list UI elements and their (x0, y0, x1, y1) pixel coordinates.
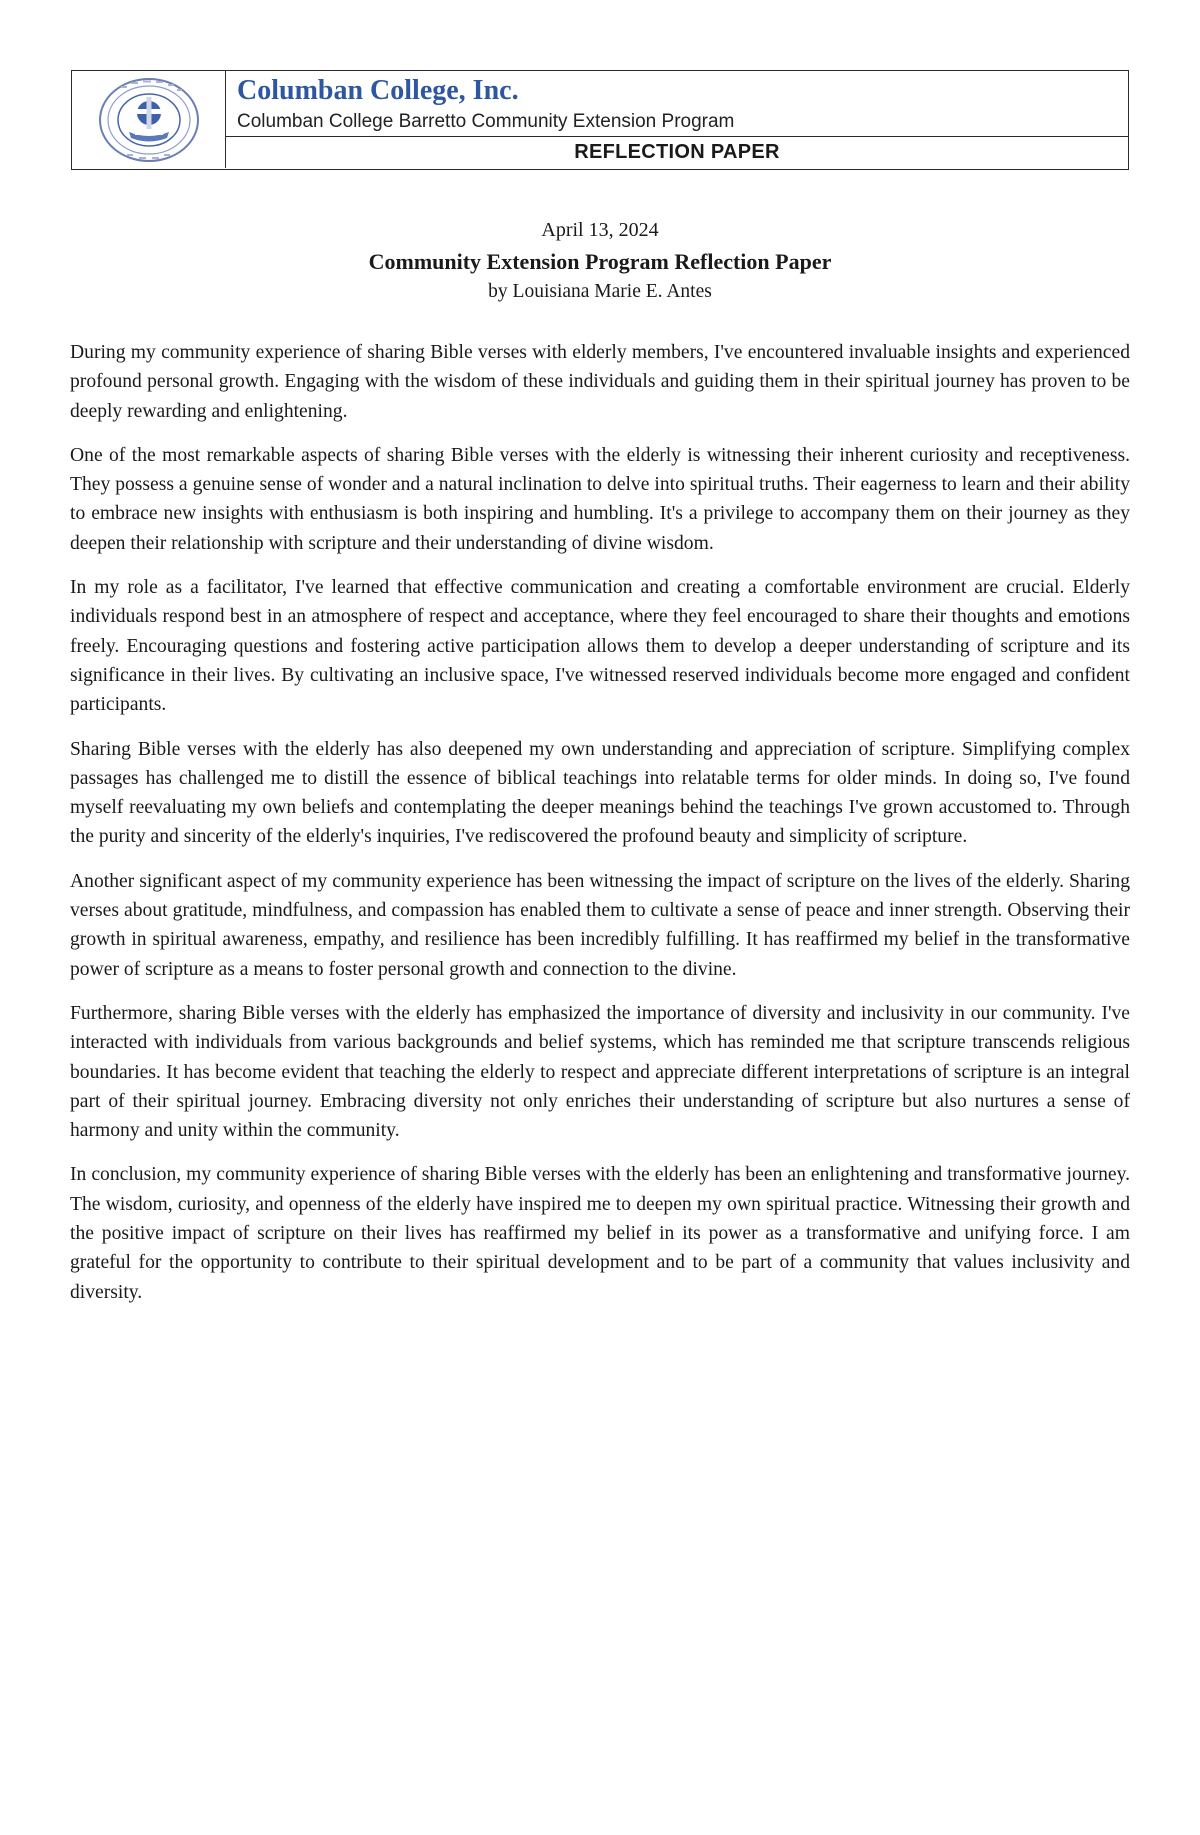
body-paragraph: Sharing Bible verses with the elderly has also deepened my own understanding and appreciation of scripture. Simplifying complex passages has challenged me to distill the essence of biblical teachings into relatable terms for older minds. In doing so, I've found myself reevaluating my own beliefs and contemplating the deeper meanings behind the teachings I've grown accustomed to. Through the purity and sincerity of the elderly's inquiries, I've rediscovered the profound beauty and simplicity of scripture. (70, 738, 1130, 848)
paper-type-cell (226, 137, 1128, 168)
college-name: Columban College, Inc. (237, 75, 519, 106)
logo-cell (72, 71, 226, 168)
letterhead-box (71, 70, 1129, 170)
paper-type-label: REFLECTION PAPER (574, 141, 780, 163)
body-paragraph: In conclusion, my community experience of sharing Bible verses with the elderly has been an enlightening and transformative journey. The wisdom, curiosity, and openness of the elderly have inspired me to deepen my own spiritual practice. Witnessing their growth and the positive impact of scripture on their lives has reaffirmed my belief in its power as a transformative and unifying force. I am grateful for the opportunity to contribute to their spiritual development and to be part of a community that values inclusivity and diversity. (70, 1164, 1130, 1303)
columban-college-seal-icon (97, 76, 201, 164)
body-paragraph: In my role as a facilitator, I've learned that effective communication and creating a comfortable environment are crucial. Elderly individuals respond best in an atmosphere of respect and acceptance, where they feel encouraged to share their thoughts and emotions freely. Encouraging questions and fostering active participation allows them to develop a deeper understanding of scripture and its significance in their lives. By cultivating an inclusive space, I've witnessed reserved individuals become more engaged and confident participants. (70, 577, 1130, 716)
body-paragraph: Furthermore, sharing Bible verses with the elderly has emphasized the importance of diversity and inclusivity in our community. I've interacted with individuals from various backgrounds and belief systems, which has reminded me that scripture transcends religious boundaries. It has become evident that teaching the elderly to respect and appreciate different interpretations of scripture is an integral part of their spiritual journey. Embracing diversity not only enriches their understanding of scripture but also nurtures a sense of harmony and unity within the community. (70, 1002, 1130, 1142)
body-paragraph: During my community experience of sharing Bible verses with elderly members, I've encountered invaluable insights and experienced profound personal growth. Engaging with the wisdom of these individuals and guiding them in their spiritual journey has proven to be deeply rewarding and enlightening. (70, 342, 1130, 422)
document-author: by Louisiana Marie E. Antes (488, 281, 712, 302)
letterhead-title-cell (226, 71, 1128, 137)
program-name: Columban College Barretto Community Extension Program (237, 111, 735, 132)
document-date: April 13, 2024 (541, 219, 659, 241)
body-paragraph: One of the most remarkable aspects of sharing Bible verses with the elderly is witnessing their inherent curiosity and receptiveness. They possess a genuine sense of wonder and a natural inclination to delve into spiritual truths. Their eagerness to learn and their ability to embrace new insights with enthusiasm is both inspiring and humbling. It's a privilege to accompany them on their journey as they deepen their relationship with scripture and their understanding of divine wisdom. (70, 444, 1130, 554)
document-body (70, 338, 1130, 1322)
body-paragraph: Another significant aspect of my community experience has been witnessing the impact of scripture on the lives of the elderly. Sharing verses about gratitude, mindfulness, and compassion has enabled them to cultivate a sense of peace and inner strength. Observing their growth in spiritual awareness, empathy, and resilience has been incredibly fulfilling. It has reaffirmed my belief in the transformative power of scripture as a means to foster personal growth and connection to the divine. (70, 870, 1130, 980)
document-title: Community Extension Program Reflection Paper (368, 249, 832, 274)
